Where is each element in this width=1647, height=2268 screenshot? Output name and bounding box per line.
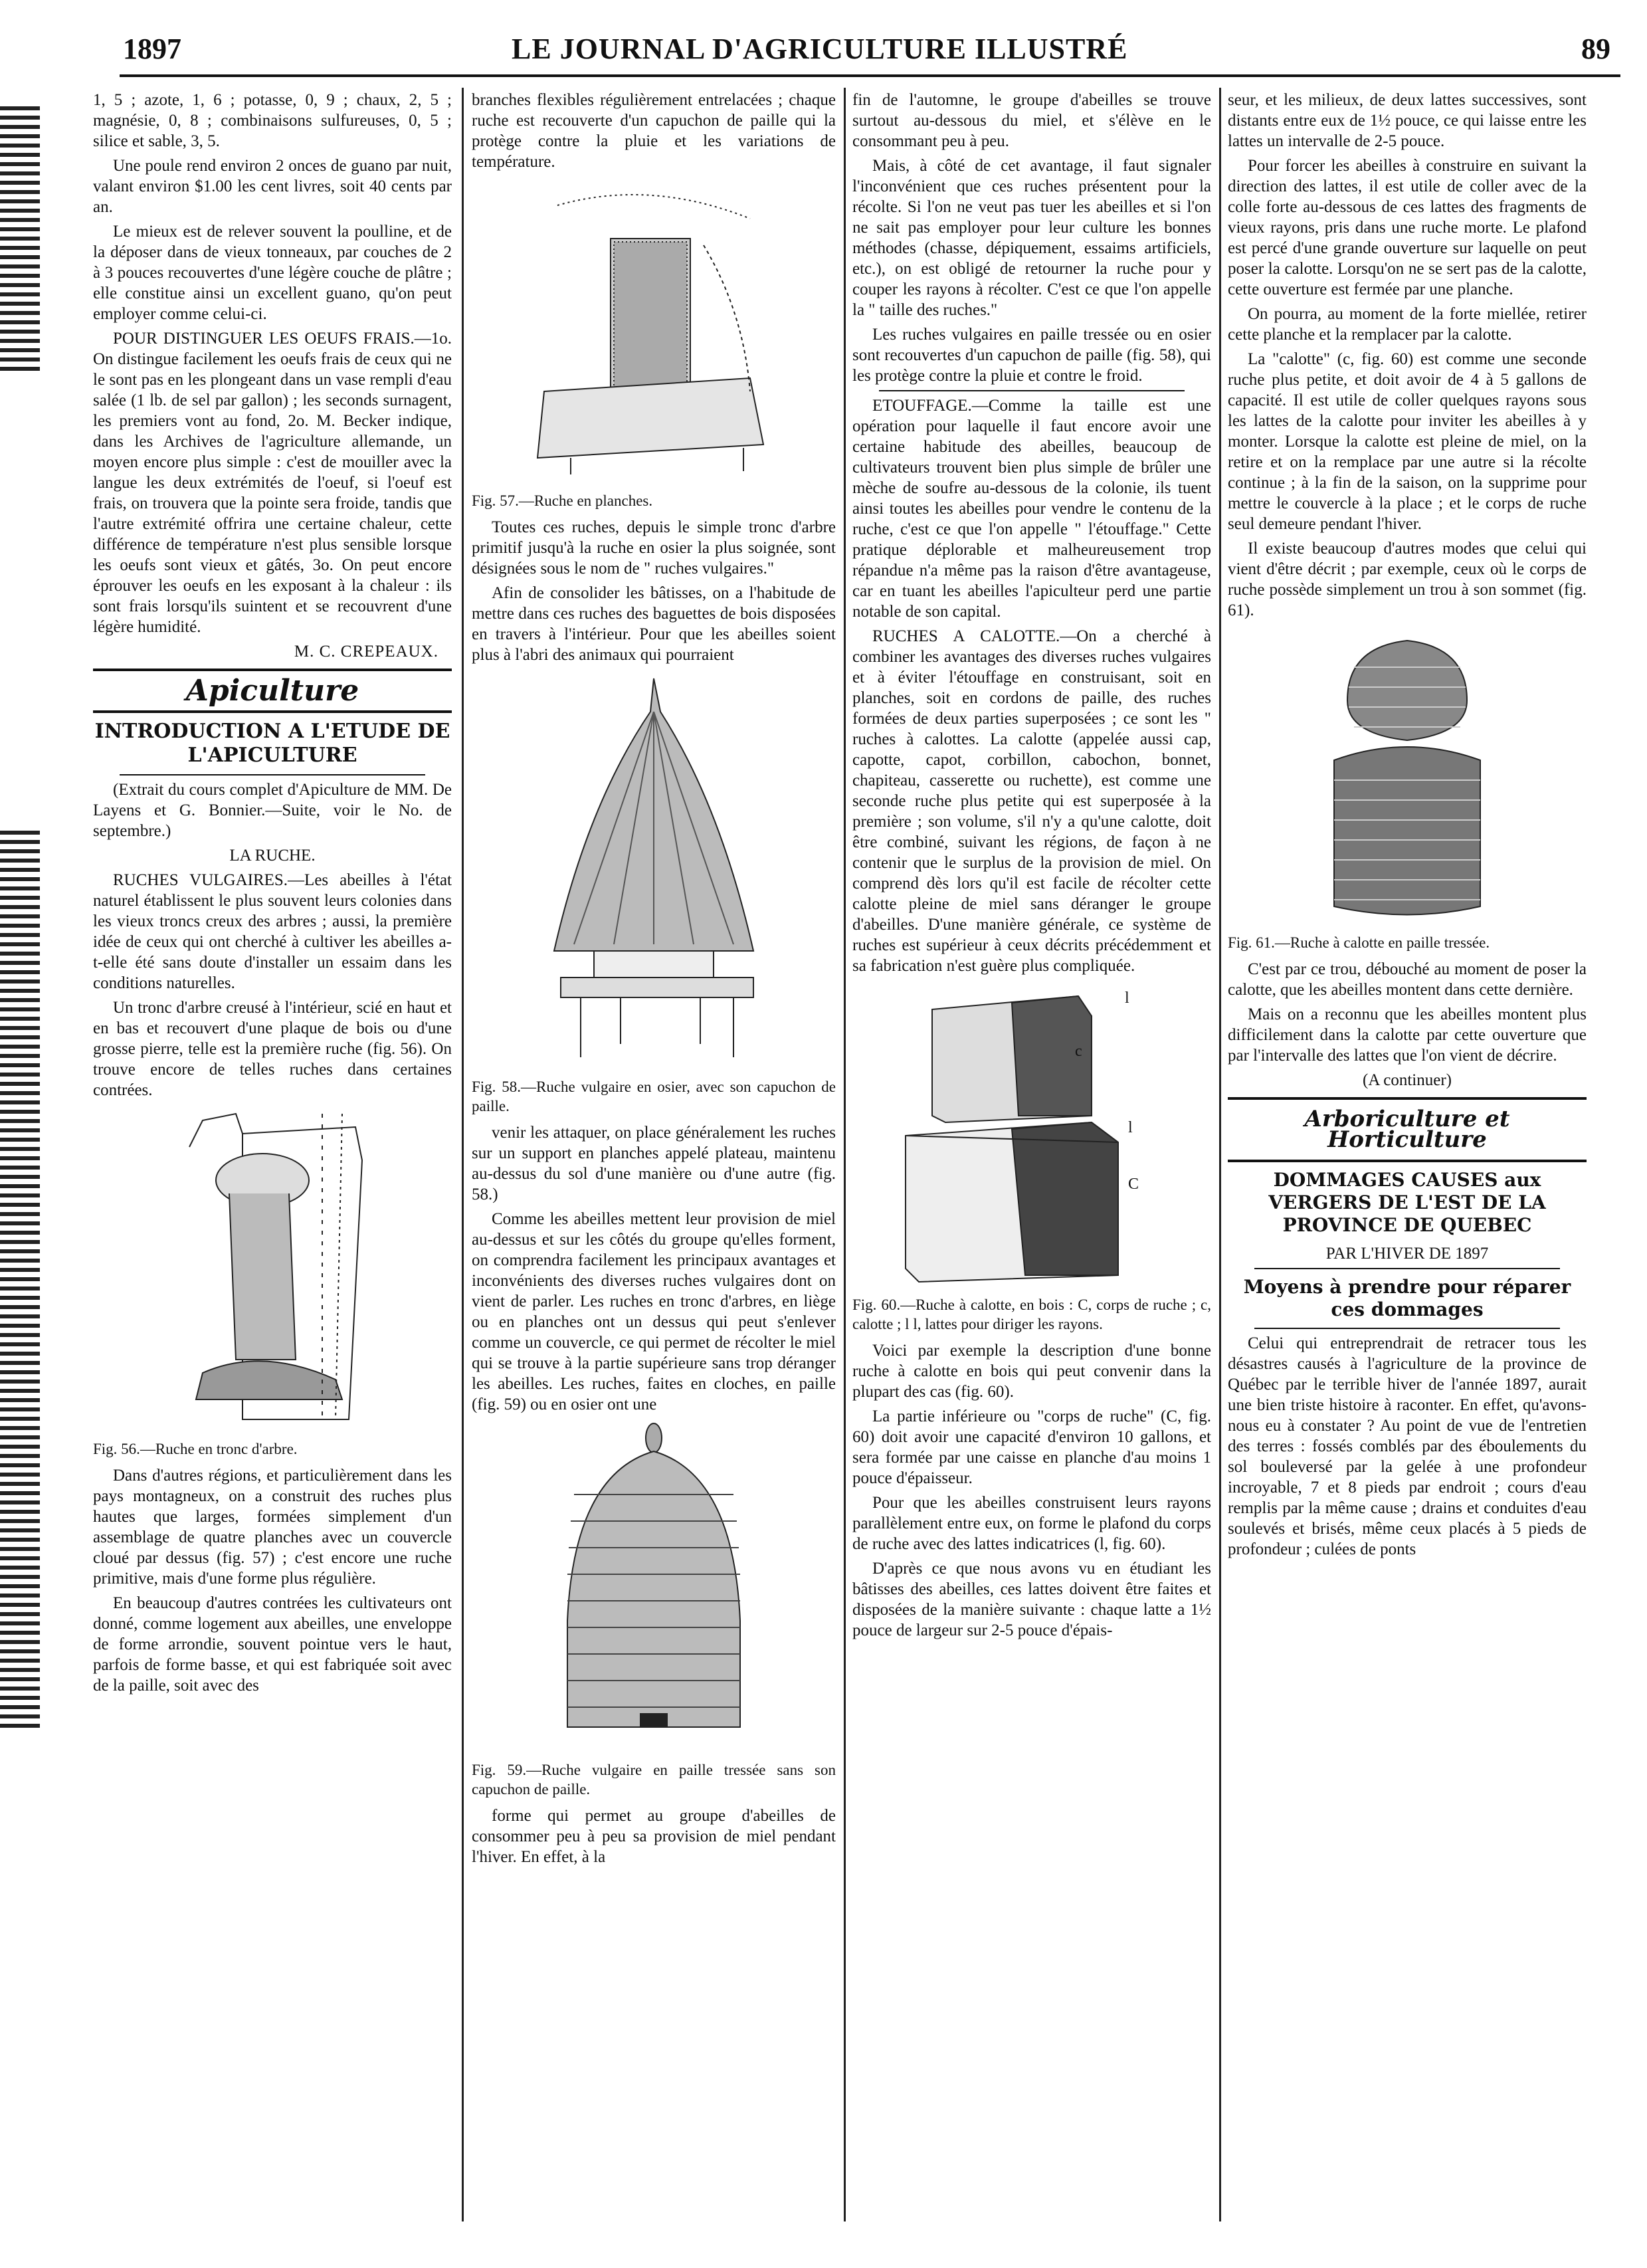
column-divider [1219, 88, 1221, 2221]
paragraph: Mais on a reconnu que les abeilles montent plus difficilement dans la calotte par cette ouverture que par l'intervalle des lattes que l'on vient de décrire. [1228, 1005, 1587, 1065]
divider [1254, 1268, 1560, 1269]
header-title: LE JOURNAL D'AGRICULTURE ILLUSTRÉ [512, 33, 1128, 65]
column-4 [1228, 90, 1587, 1564]
figure-caption: Fig. 58.—Ruche vulgaire en osier, avec son capuchon de paille. [472, 1079, 836, 1114]
paragraph: POUR DISTINGUER LES OEUFS FRAIS.—1o. On distingue facilement les oeufs frais de ceux qui ne le sont pas en les plongeant dans un vase rempli d'eau salée (1 lb. de sel par gallon) ; les seconds surnagent, les premiers vont au fond, 2o. M. Becker indique, dans les Archives de l'agriculture allemande, un moyen encore plus simple : c'est de mouiller avec la langue les deux extrémités de l'oeuf, si l'oeuf est frais, on trouvera que la pointe sera froide, tandis que l'autre extrémité offrira une certaine chaleur, cette différence de température n'est plus sensible lorsque les oeufs sont vieux et gâtés, 3o. On peut encore éprouver les oeufs en les exposant à la chaleur : ils sont frais lorsqu'ils suintent et se recouvrent d'une légère humidité. [93, 330, 452, 636]
subhead: Moyens à prendre pour réparer ces dommages [1243, 1276, 1571, 1320]
paragraph: On pourra, au moment de la forte miellée, retirer cette planche et la remplacer par la calotte. [1228, 305, 1587, 344]
svg-text:c: c [1075, 1043, 1082, 1060]
paragraph: En beaucoup d'autres contrées les cultivateurs ont donné, comme logement aux abeilles, une enveloppe de forme arrondie, souvent pointue vers le haut, parfois de forme basse, et qui est fabriquée soit avec de la paille, soit avec des [93, 1594, 452, 1695]
extract-note: (Extrait du cours complet d'Apiculture de MM. De Layens et G. Bonnier.—Suite, voir le No. de septembre.) [93, 781, 452, 840]
scan-edge [0, 831, 40, 1728]
divider [879, 390, 1185, 391]
paragraph: Le mieux est de relever souvent la poulline, et de la déposer dans de vieux tonneaux, par couches de 2 à 3 pouces recouvertes d'une légère couche de plâtre ; elle constitue ainsi un excellent guano, qu'on peut employer comme celui-ci. [93, 223, 452, 323]
article-subtitle: PAR L'HIVER DE 1897 [1325, 1245, 1489, 1263]
paragraph: Une poule rend environ 2 onces de guano par nuit, valant environ $1.00 les cent livres, soit 40 cents par an. [93, 157, 452, 216]
header-rule [120, 74, 1620, 77]
column-divider [844, 88, 846, 2221]
divider [1228, 1160, 1587, 1162]
svg-text:C: C [1128, 1176, 1139, 1193]
svg-text:l: l [1125, 989, 1129, 1007]
paragraph: Celui qui entreprendrait de retracer tous les désastres causés à l'agriculture de la province de Québec par le terrible hiver de l'année 1897, aurait une bien triste histoire à raconter. En effet, qu'avons-nous eu à constater ? Au point de vue de l'entretien des terres : fossés comblés par des éboulements du sol bouleversé par la gelée à une profondeur incroyable, 7 et 8 pieds par endroit ; cours d'eau remplis par la même cause ; drains et conduites d'eau soulevés et brisés, même ceux placés à 5 pieds de profondeur ; culées de ponts [1228, 1334, 1587, 1558]
paragraph: seur, et les milieux, de deux lattes successives, sont distants entre eux de 1½ pouce, ce qui laisse entre les lattes un intervalle de 2-5 pouce. [1228, 91, 1587, 150]
divider [93, 669, 452, 671]
paragraph: venir les attaquer, on place généralement les ruches sur un support en planches appelé plateau, maintenu au-dessus du sol d'une manière ou d'une autre (fig. 58.) [472, 1124, 836, 1203]
paragraph: fin de l'automne, le groupe d'abeilles se trouve surtout au-dessous du miel, et s'élève en le consommant peu à peu. [852, 91, 1211, 150]
tree-trunk-hive-figure [163, 1107, 382, 1433]
subhead: LA RUCHE. [229, 847, 316, 865]
to-be-continued: (A continuer) [1363, 1071, 1452, 1089]
section-title: Arboriculture et Horticulture [1304, 1106, 1510, 1153]
paragraph: RUCHES VULGAIRES.—Les abeilles à l'état naturel établissent le plus souvent leurs colonies dans les vieux troncs creux des arbres ; aussi, la première idée de ceux qui ont cherché à cultiver les abeilles a-t-elle été sans doute d'installer un essaim dans les conditions naturelles. [93, 871, 452, 992]
paragraph: Afin de consolider les bâtisses, on a l'habitude de mettre dans ces ruches des baguettes de bois disposées en travers à l'intérieur. Pour que les abeilles soient plus à l'abri des animaux qui pourraient [472, 584, 836, 664]
column-2 [472, 90, 836, 1871]
scan-edge [0, 106, 40, 372]
article-title: DOMMAGES CAUSES aux VERGERS DE L'EST DE LA PROVINCE DE QUEBEC [1268, 1169, 1546, 1236]
paragraph: branches flexibles régulièrement entrelacées ; chaque ruche est recouverte d'un capuchon de paille qui la protège contre la pluie et les variations de température. [472, 91, 836, 171]
figure-caption: Fig. 61.—Ruche à calotte en paille tressée. [1228, 934, 1490, 951]
paragraph: Toutes ces ruches, depuis le simple tronc d'arbre primitif jusqu'à la ruche en osier la plus soignée, sont désignées sous le nom de " ruches vulgaires." [472, 518, 836, 577]
paragraph: Il existe beaucoup d'autres modes que celui qui vient d'être décrit ; par exemple, ceux où le corps de ruche possède simplement un trou à son sommet (fig. 61). [1228, 540, 1587, 619]
figure-caption: Fig. 57.—Ruche en planches. [472, 492, 653, 509]
paragraph: Dans d'autres régions, et particulièrement dans les pays montagneux, on a construit des ruches plus hautes que larges, formées simplement d'un assemblage de quatre planches avec un couvercle cloué par dessus (fig. 57) ; c'est encore une ruche primitive, mais d'une forme plus régulière. [93, 1467, 452, 1588]
paragraph: Les ruches vulgaires en paille tressée ou en osier sont recouvertes d'un capuchon de paille (fig. 58), qui les protège contre la pluie et contre le froid. [852, 326, 1211, 385]
paragraph: La partie inférieure ou "corps de ruche" (C, fig. 60) doit avoir une capacité d'environ 10 gallons, et sera formée par une caisse en planche d'au moins 1 pouce d'épaisseur. [852, 1407, 1211, 1487]
paragraph: Pour que les abeilles construisent leurs rayons parallèlement entre eux, on forme le plafond du corps de ruche avec des lattes indicatrices (l, fig. 60). [852, 1494, 1211, 1553]
divider [93, 710, 452, 713]
svg-text:l: l [1128, 1119, 1133, 1136]
column-1 [93, 90, 452, 1700]
paragraph: Voici par exemple la description d'une bonne ruche à calotte en bois qui peut convenir dans la plupart des cas (fig. 60). [852, 1342, 1211, 1401]
paragraph: forme qui permet au groupe d'abeilles de consommer peu à peu sa provision de miel pendant l'hiver. En effet, à la [472, 1807, 836, 1866]
wooden-hive-with-top-figure [892, 983, 1171, 1289]
header-year: 1897 [123, 33, 181, 65]
column-divider [462, 88, 464, 2221]
paragraph: D'après ce que nous avons vu en étudiant les bâtisses des abeilles, ces lattes doivent être faites et disposées de la manière suivante : chaque latte a 1½ pouce de largeur sur 2-5 pouce d'épais- [852, 1560, 1211, 1639]
divider [1228, 1097, 1587, 1100]
paragraph: 1, 5 ; azote, 1, 6 ; potasse, 0, 9 ; chaux, 2, 5 ; magnésie, 0, 8 ; combinaisons sulfureuses, 0, 5 ; silice et sable, 3, 5. [93, 91, 452, 150]
divider [1254, 1328, 1560, 1329]
plank-hive-figure [531, 179, 777, 484]
paragraph: Mais, à côté de cet avantage, il faut signaler l'inconvénient que ces ruches présentent pour la récolte. Si l'on ne veut pas tuer les abeilles et si l'on ne sait pas employer pour leur culture les bonnes méthodes (chasse, dépiquement, essaims artificiels, etc.), on est obligé de retourner la ruche pour y couper les rayons à récolter. C'est ce que l'on appelle la " taille des ruches." [852, 157, 1211, 319]
paragraph: ETOUFFAGE.—Comme la taille est une opération pour laquelle il faut encore avoir une certaine habitude des abeilles, beaucoup de cultivateurs trouvent bien plus simple de brûler une mèche de soufre au-dessous de la colonie, ils tuent ainsi toutes les abeilles pour vendre le contenu de la ruche, c'est ce que l'on appelle " l'étouffage." Cette pratique déplorable et malheureusement trop répandue n'a même pas la raison d'être avantageuse, car en tuant les abeilles l'apiculteur perd une partie notable de son capital. [852, 397, 1211, 621]
straw-hive-with-cap-figure [1308, 627, 1507, 926]
wicker-hive-with-hood-figure [534, 672, 773, 1071]
figure-caption: Fig. 59.—Ruche vulgaire en paille tressée sans son capuchon de paille. [472, 1762, 836, 1798]
paragraph: Comme les abeilles mettent leur provision de miel au-dessus et sur les côtés du groupe qu'elles forment, on comprendra facilement les principaux avantages et inconvénients des diverses ruches vulgaires dont on vient de parler. Les ruches en tronc d'arbres, en liège ou en planches ont un dessus qui peut s'enlever comme un couvercle, ce qui permet de récolter le miel qui se trouve à la partie supérieure sans trop déranger les abeilles. Les ruches, faites en cloches, en paille (fig. 59) ou en osier ont une [472, 1210, 836, 1413]
paragraph: Pour forcer les abeilles à construire en suivant la direction des lattes, il est utile de coller avec de la colle forte au-dessous de ces lattes des fragments de vieux rayons, pris dans une ruche morte. Le plafond est percé d'une grande ouverture sur laquelle on peut poser la calotte. Lorsqu'on ne se sert pas de la calotte, cette ouverture est fermée par une planche. [1228, 157, 1587, 298]
signature: M. C. CREPEAUX. [294, 643, 438, 661]
straw-skep-figure [547, 1421, 760, 1754]
paragraph: Un tronc d'arbre creusé à l'intérieur, scié en haut et en bas et recouvert d'une plaque de bois ou d'une grosse pierre, telle est la première ruche (fig. 56). On trouve encore de telles ruches dans certaines contrées. [93, 999, 452, 1099]
paragraph: C'est par ce trou, débouché au moment de poser la calotte, que les abeilles montent dans cette dernière. [1228, 960, 1587, 999]
paragraph: RUCHES A CALOTTE.—On a cherché à combiner les avantages des diverses ruches vulgaires et à éviter l'étouffage en construisant, soit en planches, soit en cordons de paille, des ruches formées de deux parties superposées ; ce sont les " ruches à calottes. La calotte (appelée aussi cap, capotte, capot, corbillon, cabochon, bonnet, chapiteau, casserette ou ruchette), est comme une seconde ruche plus petite qui est superposée à la première ; son volume, s'il n'y a qu'une calotte, doit être combiné, suivant les régions, de façon à ne contenir que le surplus de la provision de miel. On comprend dès lors qu'il est facile de récolter cette calotte pleine de miel sans déranger le groupe d'abeilles. D'une manière générale, ce système de ruches est supérieur à ceux décrits précédemment et sa fabrication n'est guère plus compliquée. [852, 627, 1211, 975]
section-title: Apiculture [185, 674, 359, 708]
page-number: 89 [1581, 33, 1610, 65]
paragraph: La "calotte" (c, fig. 60) est comme une seconde ruche plus petite, et doit avoir de 4 à 5 gallons de capacité. Il est utile de coller quelques rayons sous les lattes de la calotte pour inviter les abeilles à y monter. Lorsque la calotte est pleine de miel, on la retire et on la remplace par une autre si la récolte continue ; à la fin de la saison, on la supprime pour mettre le couvercle à la place ; et le corps de ruche seul demeure pendant l'hiver. [1228, 350, 1587, 533]
article-title: INTRODUCTION A L'ETUDE DE L'APICULTURE [94, 720, 450, 767]
divider [120, 774, 425, 775]
figure-caption: Fig. 60.—Ruche à calotte, en bois : C, corps de ruche ; c, calotte ; l l, lattes pour diriger les rayons. [852, 1296, 1211, 1332]
column-3 [852, 90, 1211, 1645]
figure-caption: Fig. 56.—Ruche en tronc d'arbre. [93, 1441, 298, 1457]
